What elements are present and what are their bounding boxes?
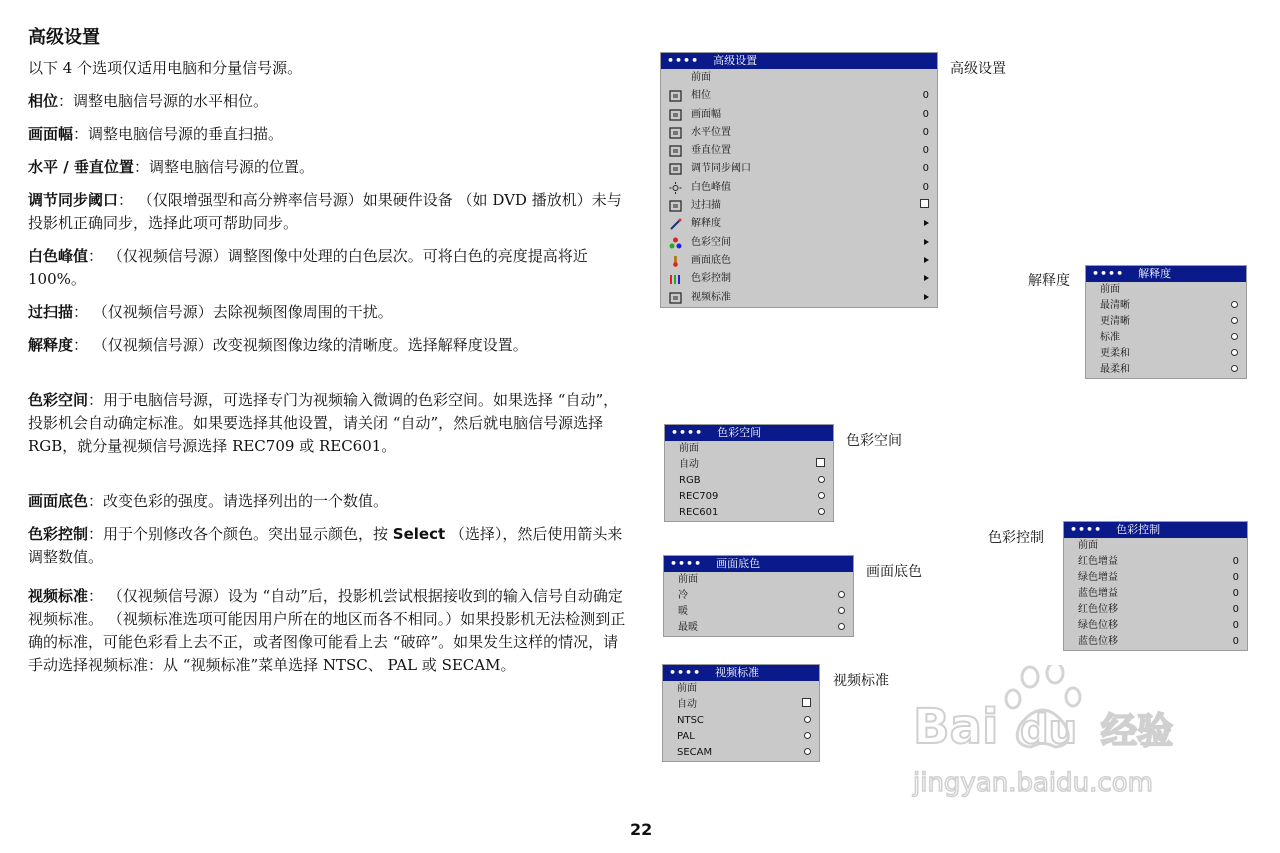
item-text: ：改变色彩的强度。请选择列出的一个数值。 bbox=[88, 492, 389, 510]
menu-item[interactable] bbox=[661, 270, 937, 288]
overscan-icon bbox=[669, 200, 682, 212]
tracking-icon bbox=[669, 109, 682, 121]
menu-item[interactable] bbox=[1064, 554, 1247, 570]
submenu-arrow-icon bbox=[924, 289, 929, 307]
submenu-arrow-icon bbox=[924, 234, 929, 252]
menu-item[interactable] bbox=[661, 215, 937, 233]
setting-value: 0 bbox=[922, 145, 929, 157]
menu-item[interactable] bbox=[661, 124, 937, 142]
color-temperature-icon bbox=[669, 255, 682, 267]
menu-item[interactable] bbox=[665, 489, 833, 505]
menu-title: 画面底色 bbox=[716, 557, 761, 570]
menu-item[interactable] bbox=[665, 505, 833, 521]
item-overscan bbox=[28, 301, 628, 324]
menu-item-back[interactable] bbox=[661, 69, 937, 87]
menu-item-label: 暖 bbox=[678, 606, 688, 617]
submenu-arrow-icon bbox=[924, 270, 929, 288]
menu-item[interactable] bbox=[663, 697, 819, 713]
menu-item[interactable] bbox=[661, 234, 937, 252]
menu-item[interactable] bbox=[661, 252, 937, 270]
checkbox[interactable] bbox=[802, 697, 811, 713]
menu-titlebar bbox=[664, 556, 853, 572]
color-control-menu bbox=[1063, 521, 1248, 651]
menu-rows bbox=[665, 441, 833, 521]
video-standard-menu bbox=[662, 664, 820, 762]
item-term: 画面幅 bbox=[28, 125, 74, 143]
menu-rows bbox=[663, 681, 819, 761]
menu-titlebar bbox=[1064, 522, 1247, 538]
radio-button[interactable] bbox=[838, 620, 845, 636]
menu-item[interactable] bbox=[661, 106, 937, 124]
menu-item[interactable] bbox=[1086, 330, 1246, 346]
menu-item[interactable] bbox=[661, 142, 937, 160]
baidu-jingyan-watermark bbox=[905, 665, 1205, 805]
menu-item[interactable] bbox=[1064, 570, 1247, 586]
radio-button[interactable] bbox=[804, 729, 811, 745]
menu-item-label: 蓝色增益 bbox=[1078, 588, 1118, 599]
advanced-menu-caption: 高级设置 bbox=[950, 61, 1006, 77]
menu-item-back[interactable] bbox=[663, 681, 819, 697]
item-video-standard bbox=[28, 585, 628, 677]
setting-value: 0 bbox=[1232, 588, 1239, 599]
item-phase bbox=[28, 90, 628, 113]
menu-item-label: 前面 bbox=[679, 443, 699, 454]
menu-dots: •••• bbox=[1092, 267, 1125, 280]
menu-item-label: 红色增益 bbox=[1078, 556, 1118, 567]
item-term: 相位 bbox=[28, 92, 59, 110]
radio-button[interactable] bbox=[1231, 362, 1238, 378]
menu-item[interactable] bbox=[664, 620, 853, 636]
menu-item-label: RGB bbox=[679, 475, 701, 486]
horizontal-position-icon bbox=[669, 127, 682, 139]
menu-item-label: SECAM bbox=[677, 747, 713, 758]
menu-item[interactable] bbox=[1064, 618, 1247, 634]
color-control-icon bbox=[669, 273, 682, 285]
setting-value: 0 bbox=[1232, 620, 1239, 631]
radio-button[interactable] bbox=[838, 588, 845, 604]
page-number: 22 bbox=[630, 820, 653, 839]
menu-rows bbox=[1086, 282, 1246, 378]
menu-item-label: PAL bbox=[677, 731, 695, 742]
setting-value: 0 bbox=[1232, 636, 1239, 647]
vertical-position-icon bbox=[669, 145, 682, 157]
menu-item-label: 前面 bbox=[1078, 540, 1098, 551]
menu-item-label: 前面 bbox=[678, 574, 698, 585]
menu-item-label: 自动 bbox=[679, 459, 699, 470]
item-term: 色彩空间 bbox=[28, 391, 89, 409]
menu-item[interactable] bbox=[1064, 634, 1247, 650]
menu-item[interactable] bbox=[1086, 298, 1246, 314]
menu-item-back[interactable] bbox=[1064, 538, 1247, 554]
item-tracking bbox=[28, 123, 628, 146]
color-space-icon bbox=[669, 237, 682, 249]
menu-item-back[interactable] bbox=[664, 572, 853, 588]
item-sync-threshold bbox=[28, 189, 628, 235]
radio-button[interactable] bbox=[818, 489, 825, 505]
menu-titlebar bbox=[1086, 266, 1246, 282]
item-text: ：调整电脑信号源的水平相位。 bbox=[58, 92, 269, 110]
item-text: ：调整电脑信号源的位置。 bbox=[133, 158, 314, 176]
menu-item-label: 色彩空间 bbox=[691, 236, 731, 248]
menu-title: 解释度 bbox=[1138, 267, 1172, 280]
phase-icon bbox=[669, 90, 682, 102]
item-color-space bbox=[28, 389, 628, 458]
menu-dots: •••• bbox=[1070, 523, 1103, 536]
menu-item[interactable] bbox=[661, 197, 937, 215]
item-text: ：调整电脑信号源的垂直扫描。 bbox=[73, 125, 284, 143]
menu-dots: •••• bbox=[667, 54, 700, 67]
menu-item-back[interactable] bbox=[1086, 282, 1246, 298]
radio-button[interactable] bbox=[1231, 298, 1238, 314]
setting-value: 0 bbox=[922, 108, 929, 120]
svg-text:Bai: Bai bbox=[913, 699, 999, 755]
menu-item-label: 色彩控制 bbox=[691, 273, 731, 285]
menu-item-label: 自动 bbox=[677, 699, 697, 710]
color-space-menu bbox=[664, 424, 834, 522]
menu-titlebar bbox=[663, 665, 819, 681]
menu-item[interactable] bbox=[1086, 346, 1246, 362]
checkbox[interactable] bbox=[816, 457, 825, 473]
video-standard-icon bbox=[669, 292, 682, 304]
menu-item-label: 相位 bbox=[691, 90, 711, 102]
menu-item[interactable] bbox=[665, 473, 833, 489]
menu-item-label: 画面底色 bbox=[691, 254, 731, 266]
menu-item[interactable] bbox=[661, 179, 937, 197]
radio-button[interactable] bbox=[804, 713, 811, 729]
svg-text:du: du bbox=[1020, 707, 1078, 753]
menu-item[interactable] bbox=[663, 745, 819, 761]
submenu-arrow-icon bbox=[924, 215, 929, 233]
menu-item-label: 红色位移 bbox=[1078, 604, 1118, 615]
menu-item[interactable] bbox=[1064, 586, 1247, 602]
menu-item-label: 调节同步阈口 bbox=[691, 163, 751, 175]
item-text: ： （仅视频信号源）去除视频图像周围的干扰。 bbox=[73, 303, 393, 321]
item-white-peaking bbox=[28, 245, 628, 291]
item-color-control bbox=[28, 523, 628, 569]
menu-item[interactable] bbox=[1064, 602, 1247, 618]
menu-item-back[interactable] bbox=[665, 441, 833, 457]
menu-item-label: REC709 bbox=[679, 491, 719, 502]
radio-button[interactable] bbox=[1231, 346, 1238, 362]
item-text: ： （仅视频信号源）设为 “自动”后，投影机尝试根据接收到的输入信号自动确定视频标准。 （视频标准选项可能因用户所在的地区而各不相同。）如果投影机无法检测到正确的标准，可能色彩看上去不正，或者图像可能看上去 “破碎”。如果发生这样的情况，请手动选择视频标准：从 “视频标准”菜单选择 NTSC、 PAL 或 SECAM。 bbox=[28, 587, 626, 674]
menu-item-label: 蓝色位移 bbox=[1078, 636, 1118, 647]
menu-item-label: 最柔和 bbox=[1100, 364, 1130, 375]
advanced-menu bbox=[660, 52, 938, 308]
item-term: 解释度 bbox=[28, 336, 74, 354]
menu-rows bbox=[1064, 538, 1247, 650]
menu-item-label: 过扫描 bbox=[691, 200, 721, 212]
menu-dots: •••• bbox=[670, 557, 703, 570]
item-text: ： （仅视频信号源）改变视频图像边缘的清晰度。选择解释度设置。 bbox=[73, 336, 528, 354]
menu-item-label: 最暖 bbox=[678, 622, 698, 633]
menu-title: 高级设置 bbox=[713, 54, 758, 67]
radio-button[interactable] bbox=[838, 604, 845, 620]
sharpness-menu bbox=[1085, 265, 1247, 379]
menu-item-label: 白色峰值 bbox=[691, 181, 731, 193]
white-peaking-icon bbox=[669, 182, 682, 194]
item-term: 画面底色 bbox=[28, 492, 89, 510]
menu-item-label: 前面 bbox=[1100, 284, 1120, 295]
select-key: Select bbox=[392, 525, 446, 543]
menu-item-label: 标准 bbox=[1100, 332, 1120, 343]
item-text: ： （仅视频信号源）调整图像中处理的白色层次。可将白色的亮度提高将近 100%。 bbox=[28, 247, 588, 288]
menu-item[interactable] bbox=[661, 289, 937, 307]
menu-titlebar bbox=[661, 53, 937, 69]
menu-item[interactable] bbox=[664, 588, 853, 604]
menu-item[interactable] bbox=[665, 457, 833, 473]
menu-item[interactable] bbox=[1086, 362, 1246, 378]
radio-button[interactable] bbox=[818, 505, 825, 521]
item-text: ：用于电脑信号源，可选择专门为视频输入微调的色彩空间。如果选择 “自动”，投影机会自动确定标准。如果要选择其他设置，请关闭 “自动”，然后就电脑信号源选择 RGB，就分量视频信号源选择 REC709 或 REC601。 bbox=[28, 391, 619, 455]
menu-dots: •••• bbox=[671, 426, 704, 439]
setting-value: 0 bbox=[922, 163, 929, 175]
menu-titlebar bbox=[665, 425, 833, 441]
menu-item-label: 解释度 bbox=[691, 218, 721, 230]
menu-item[interactable] bbox=[661, 160, 937, 178]
item-color-temperature bbox=[28, 490, 628, 513]
setting-value: 0 bbox=[1232, 604, 1239, 615]
setting-value: 0 bbox=[922, 90, 929, 102]
sharpness-menu-caption: 解释度 bbox=[1028, 273, 1070, 289]
item-term: 过扫描 bbox=[28, 303, 74, 321]
menu-item-label: 绿色增益 bbox=[1078, 572, 1118, 583]
setting-value: 0 bbox=[922, 181, 929, 193]
item-position bbox=[28, 156, 628, 179]
menu-item-label: 更清晰 bbox=[1100, 316, 1130, 327]
color-temperature-menu-caption: 画面底色 bbox=[866, 564, 922, 580]
menu-item[interactable] bbox=[663, 713, 819, 729]
menu-title: 色彩控制 bbox=[1116, 523, 1161, 536]
sharpness-icon bbox=[669, 218, 682, 230]
item-text: ：用于个别修改各个颜色。突出显示颜色，按 bbox=[88, 525, 393, 543]
svg-text:经验: 经验 bbox=[1101, 711, 1174, 752]
color-temperature-menu bbox=[663, 555, 854, 637]
item-text: ： （仅限增强型和高分辨率信号源）如果硬件设备 （如 DVD 播放机）未与投影机正确同步，选择此项可帮助同步。 bbox=[28, 191, 622, 232]
menu-item-label: 更柔和 bbox=[1100, 348, 1130, 359]
radio-button[interactable] bbox=[1231, 330, 1238, 346]
menu-title: 视频标准 bbox=[715, 666, 760, 679]
menu-item-label: 画面幅 bbox=[691, 108, 721, 120]
item-term: 白色峰值 bbox=[28, 247, 89, 265]
menu-dots: •••• bbox=[669, 666, 702, 679]
item-term: 调节同步阈口 bbox=[28, 191, 119, 209]
menu-item[interactable] bbox=[664, 604, 853, 620]
menu-item[interactable] bbox=[661, 87, 937, 105]
radio-button[interactable] bbox=[818, 473, 825, 489]
item-sharpness bbox=[28, 334, 628, 357]
submenu-arrow-icon bbox=[924, 252, 929, 270]
menu-item-label: NTSC bbox=[677, 715, 704, 726]
menu-item-label: 垂直位置 bbox=[691, 145, 731, 157]
menu-item-label: 最清晰 bbox=[1100, 300, 1130, 311]
setting-value: 0 bbox=[922, 126, 929, 138]
item-term: 水平 / 垂直位置 bbox=[28, 158, 134, 176]
menu-item-label: REC601 bbox=[679, 507, 719, 518]
setting-value: 0 bbox=[1232, 572, 1239, 583]
color-space-menu-caption: 色彩空间 bbox=[846, 433, 902, 449]
menu-item-label: 冷 bbox=[678, 590, 688, 601]
menu-item[interactable] bbox=[1086, 314, 1246, 330]
menu-item-label: 前面 bbox=[677, 683, 697, 694]
menu-title: 色彩空间 bbox=[717, 426, 762, 439]
menu-item-label: 前面 bbox=[691, 72, 711, 83]
menu-rows bbox=[664, 572, 853, 636]
text-column bbox=[28, 26, 628, 687]
item-term: 视频标准 bbox=[28, 587, 89, 605]
video-standard-menu-caption: 视频标准 bbox=[833, 673, 889, 689]
radio-button[interactable] bbox=[804, 745, 811, 761]
intro-paragraph: 以下 4 个选项仅适用电脑和分量信号源。 bbox=[28, 59, 303, 77]
color-control-menu-caption: 色彩控制 bbox=[988, 530, 1044, 546]
menu-item-label: 绿色位移 bbox=[1078, 620, 1118, 631]
checkbox[interactable] bbox=[920, 197, 929, 215]
menu-item-label: 视频标准 bbox=[691, 291, 731, 303]
sync-threshold-icon bbox=[669, 163, 682, 175]
section-heading: 高级设置 bbox=[28, 27, 100, 48]
setting-value: 0 bbox=[1232, 556, 1239, 567]
item-term: 色彩控制 bbox=[28, 525, 89, 543]
item-text: （选择），然后使用箭头来调整数值。 bbox=[28, 525, 623, 566]
menu-rows bbox=[661, 69, 937, 307]
menu-item[interactable] bbox=[663, 729, 819, 745]
radio-button[interactable] bbox=[1231, 314, 1238, 330]
watermark-url: jingyan.baidu.com bbox=[913, 768, 1153, 798]
menu-item-label: 水平位置 bbox=[691, 126, 731, 138]
